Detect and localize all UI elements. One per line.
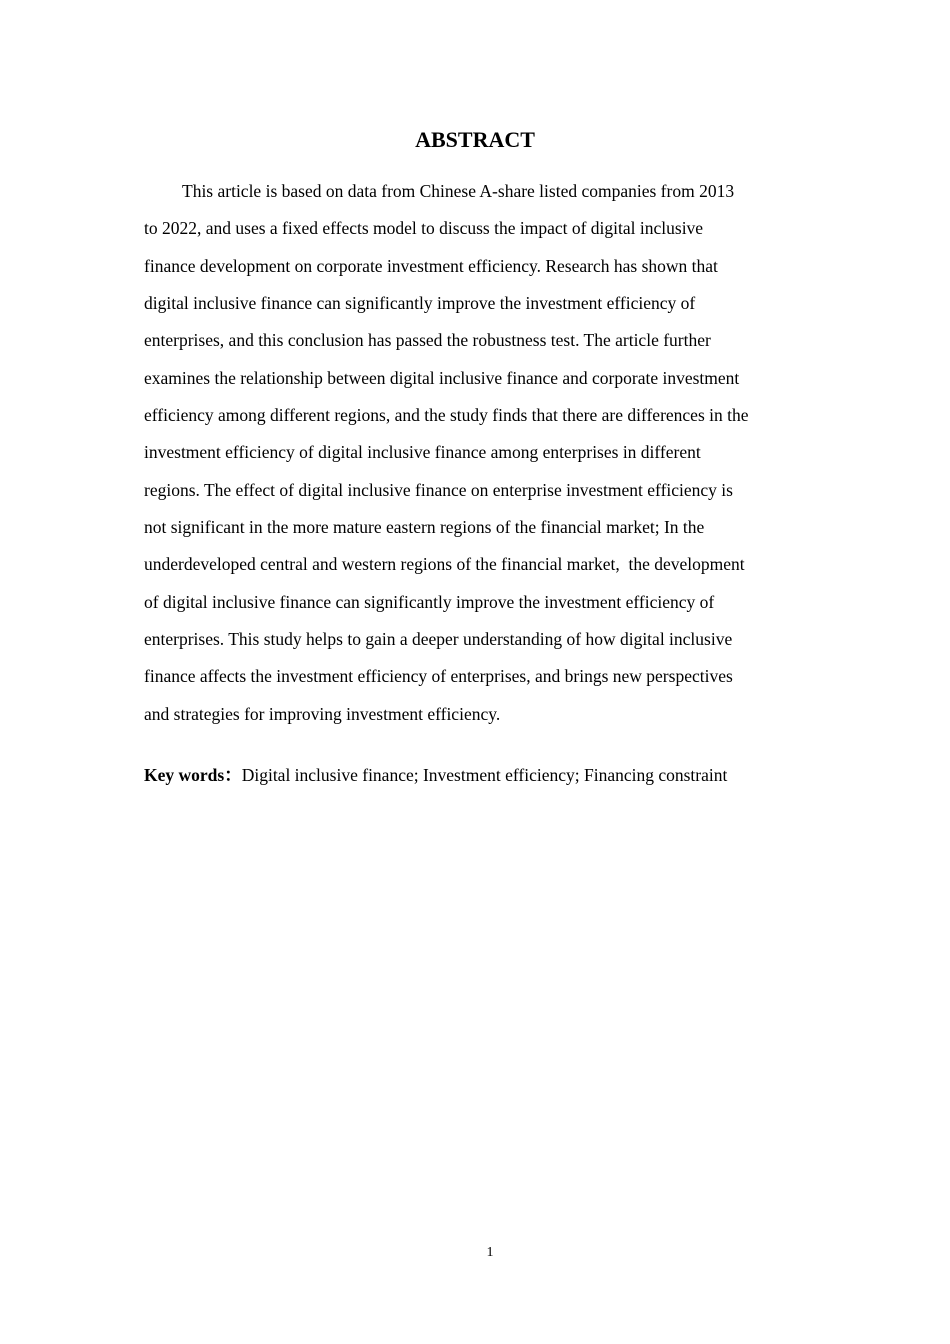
- keywords: [144, 763, 727, 787]
- abstract-title: ABSTRACT: [415, 127, 535, 152]
- abstract-line: and strategies for improving investment efficiency.: [144, 704, 501, 724]
- abstract-line: enterprises, and this conclusion has passed the robustness test. The article further: [144, 330, 711, 350]
- abstract-line: underdeveloped central and western regions of the financial market, the development: [144, 554, 745, 574]
- abstract-line: efficiency among different regions, and the study finds that there are differences in the: [144, 405, 749, 425]
- abstract-line: finance affects the investment efficiency of enterprises, and brings new perspectives: [144, 666, 733, 686]
- keywords-label: Key words：: [144, 765, 242, 785]
- abstract-line: enterprises. This study helps to gain a deeper understanding of how digital inclusive: [144, 629, 733, 649]
- abstract-line: regions. The effect of digital inclusive finance on enterprise investment efficiency is: [144, 480, 733, 500]
- page-number: 1: [486, 1245, 494, 1260]
- abstract-line: investment efficiency of digital inclusive finance among enterprises in different: [144, 442, 701, 462]
- abstract-line: not significant in the more mature eastern regions of the financial market; In the: [144, 517, 705, 537]
- abstract-line: of digital inclusive finance can significantly improve the investment efficiency of: [144, 592, 715, 612]
- abstract-line: This article is based on data from Chinese A-share listed companies from 2013: [182, 181, 735, 201]
- keywords-text: Digital inclusive finance; Investment efficiency; Financing constraint: [241, 765, 728, 785]
- abstract-line: digital inclusive finance can significantly improve the investment efficiency of: [144, 293, 696, 313]
- abstract-line: finance development on corporate investment efficiency. Research has shown that: [144, 256, 718, 276]
- abstract-line: to 2022, and uses a fixed effects model to discuss the impact of digital inclusive: [144, 218, 704, 238]
- abstract-line: examines the relationship between digital inclusive finance and corporate investment: [144, 368, 740, 388]
